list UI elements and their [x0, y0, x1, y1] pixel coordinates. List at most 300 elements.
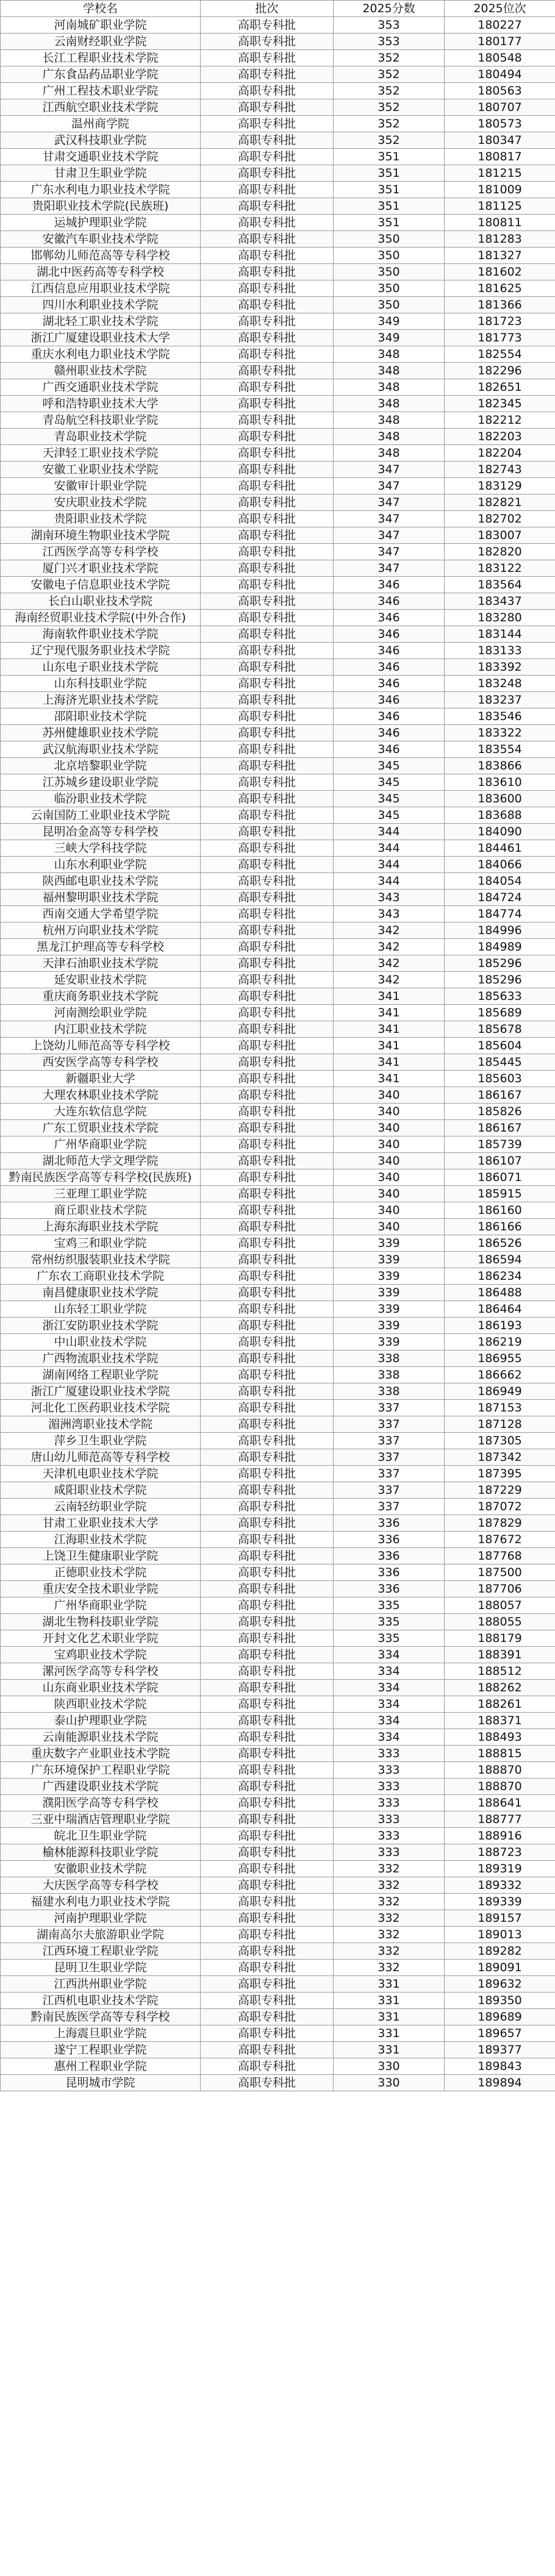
table-row [1, 1663, 555, 1680]
rank-cell: 184989 [445, 939, 555, 955]
batch-cell: 高职专科批 [201, 1779, 334, 1795]
table-row [1, 857, 555, 873]
batch-cell: 高职专科批 [201, 1235, 334, 1252]
rank-cell: 185739 [445, 1136, 555, 1153]
school-name-cell: 甘肃工业职业技术大学 [1, 1515, 201, 1532]
batch-cell: 高职专科批 [201, 2009, 334, 2025]
score-cell: 332 [334, 1894, 445, 1910]
school-name-cell: 湖南环境生物职业技术学院 [1, 527, 201, 544]
batch-cell: 高职专科批 [201, 2058, 334, 2075]
table-row [1, 2025, 555, 2042]
school-name-cell: 开封文化艺术职业学院 [1, 1630, 201, 1647]
score-cell: 333 [334, 1795, 445, 1811]
school-name-cell: 天津石油职业技术学院 [1, 955, 201, 972]
rank-cell: 183129 [445, 478, 555, 494]
rank-cell: 189157 [445, 1910, 555, 1927]
batch-cell: 高职专科批 [201, 560, 334, 577]
school-name-cell: 海南经贸职业技术学院(中外合作) [1, 610, 201, 626]
score-cell: 345 [334, 791, 445, 807]
school-name-cell: 辽宁现代服务职业技术学院 [1, 643, 201, 659]
score-cell: 345 [334, 807, 445, 824]
school-name-cell: 三峡大学科技学院 [1, 840, 201, 857]
table-row [1, 1499, 555, 1515]
batch-cell: 高职专科批 [201, 1021, 334, 1038]
batch-cell: 高职专科批 [201, 1597, 334, 1614]
rank-cell: 189282 [445, 1943, 555, 1960]
school-name-cell: 黔南民族医学高等专科学校 [1, 2009, 201, 2025]
school-name-cell: 江西医学高等专科学校 [1, 544, 201, 560]
rank-cell: 180563 [445, 83, 555, 99]
table-row [1, 1367, 555, 1383]
score-cell: 334 [334, 1696, 445, 1713]
score-cell: 347 [334, 462, 445, 478]
school-name-cell: 天津轻工职业技术学院 [1, 445, 201, 462]
school-name-cell: 西南交通大学希望学院 [1, 906, 201, 922]
table-row [1, 494, 555, 511]
batch-cell: 高职专科批 [201, 215, 334, 231]
school-name-cell: 重庆数字产业职业技术学院 [1, 1746, 201, 1762]
rank-cell: 187706 [445, 1581, 555, 1597]
batch-cell: 高职专科批 [201, 1466, 334, 1482]
batch-cell: 高职专科批 [201, 297, 334, 313]
table-row [1, 1301, 555, 1318]
table-row [1, 2042, 555, 2058]
score-cell: 352 [334, 99, 445, 116]
table-row [1, 1466, 555, 1482]
score-cell: 333 [334, 1828, 445, 1844]
batch-cell: 高职专科批 [201, 1433, 334, 1449]
table-row [1, 1400, 555, 1416]
score-cell: 331 [334, 2025, 445, 2042]
school-name-cell: 湖南高尔夫旅游职业学院 [1, 1927, 201, 1943]
batch-cell: 高职专科批 [201, 939, 334, 955]
school-name-cell: 三亚理工职业学院 [1, 1186, 201, 1202]
score-cell: 336 [334, 1532, 445, 1548]
rank-cell: 186160 [445, 1202, 555, 1219]
score-cell: 339 [334, 1334, 445, 1350]
score-cell: 332 [334, 1943, 445, 1960]
batch-cell: 高职专科批 [201, 1038, 334, 1054]
school-name-cell: 天津机电职业技术学院 [1, 1466, 201, 1482]
table-row [1, 1054, 555, 1071]
table-row [1, 149, 555, 165]
school-name-cell: 贵阳职业技术学院 [1, 511, 201, 527]
rank-cell: 181283 [445, 231, 555, 248]
batch-cell: 高职专科批 [201, 1960, 334, 1976]
table-row [1, 527, 555, 544]
score-cell: 341 [334, 1021, 445, 1038]
rank-cell: 185604 [445, 1038, 555, 1054]
rank-cell: 183133 [445, 643, 555, 659]
batch-cell: 高职专科批 [201, 593, 334, 610]
header-batch: 批次 [201, 1, 334, 17]
school-name-cell: 昆明城市学院 [1, 2075, 201, 2091]
score-cell: 350 [334, 280, 445, 297]
score-cell: 333 [334, 1762, 445, 1779]
score-cell: 348 [334, 346, 445, 363]
score-cell: 344 [334, 857, 445, 873]
batch-cell: 高职专科批 [201, 1762, 334, 1779]
score-cell: 331 [334, 2042, 445, 2058]
score-cell: 346 [334, 643, 445, 659]
score-cell: 347 [334, 527, 445, 544]
batch-cell: 高职专科批 [201, 231, 334, 248]
rank-cell: 183610 [445, 774, 555, 791]
rank-cell: 189632 [445, 1976, 555, 1993]
score-cell: 348 [334, 429, 445, 445]
batch-cell: 高职专科批 [201, 758, 334, 774]
score-cell: 339 [334, 1301, 445, 1318]
batch-cell: 高职专科批 [201, 1729, 334, 1746]
school-name-cell: 正德职业技术学院 [1, 1565, 201, 1581]
rank-cell: 185296 [445, 972, 555, 988]
score-cell: 348 [334, 379, 445, 396]
school-name-cell: 甘肃交通职业技术学院 [1, 149, 201, 165]
school-name-cell: 广东水利电力职业技术学院 [1, 182, 201, 198]
batch-cell: 高职专科批 [201, 643, 334, 659]
score-cell: 345 [334, 774, 445, 791]
rank-cell: 189657 [445, 2025, 555, 2042]
score-cell: 350 [334, 248, 445, 264]
batch-cell: 高职专科批 [201, 1565, 334, 1581]
rank-cell: 188641 [445, 1795, 555, 1811]
table-row [1, 758, 555, 774]
score-cell: 339 [334, 1318, 445, 1334]
school-name-cell: 广州华商职业学院 [1, 1136, 201, 1153]
batch-cell: 高职专科批 [201, 1202, 334, 1219]
table-row [1, 445, 555, 462]
school-name-cell: 广州华商职业学院 [1, 1597, 201, 1614]
school-name-cell: 湖北轻工职业技术学院 [1, 313, 201, 330]
rank-cell: 180177 [445, 34, 555, 50]
score-cell: 342 [334, 955, 445, 972]
table-row [1, 1993, 555, 2009]
rank-cell: 180707 [445, 99, 555, 116]
rank-cell: 182743 [445, 462, 555, 478]
batch-cell: 高职专科批 [201, 1285, 334, 1301]
school-name-cell: 湄洲湾职业技术学院 [1, 1416, 201, 1433]
table-row [1, 248, 555, 264]
batch-cell: 高职专科批 [201, 626, 334, 643]
header-score: 2025分数 [334, 1, 445, 17]
score-cell: 335 [334, 1597, 445, 1614]
table-row [1, 1433, 555, 1449]
batch-cell: 高职专科批 [201, 132, 334, 149]
rank-cell: 184066 [445, 857, 555, 873]
batch-cell: 高职专科批 [201, 1877, 334, 1894]
school-name-cell: 杭州万向职业技术学院 [1, 922, 201, 939]
table-row [1, 1877, 555, 1894]
batch-cell: 高职专科批 [201, 544, 334, 560]
school-name-cell: 湖北中医药高等专科学校 [1, 264, 201, 280]
score-cell: 350 [334, 264, 445, 280]
school-name-cell: 山东轻工职业学院 [1, 1301, 201, 1318]
batch-cell: 高职专科批 [201, 1515, 334, 1532]
school-name-cell: 江西航空职业技术学院 [1, 99, 201, 116]
rank-cell: 189894 [445, 2075, 555, 2091]
table-row [1, 2058, 555, 2075]
rank-cell: 181009 [445, 182, 555, 198]
school-name-cell: 广东环境保护工程职业学院 [1, 1762, 201, 1779]
score-cell: 347 [334, 544, 445, 560]
batch-cell: 高职专科批 [201, 1482, 334, 1499]
table-row [1, 1186, 555, 1202]
score-cell: 343 [334, 890, 445, 906]
school-name-cell: 安徽电子信息职业技术学院 [1, 577, 201, 593]
batch-cell: 高职专科批 [201, 182, 334, 198]
rank-cell: 187072 [445, 1499, 555, 1515]
school-name-cell: 大庆医学高等专科学校 [1, 1877, 201, 1894]
table-row [1, 1202, 555, 1219]
table-row [1, 824, 555, 840]
table-row [1, 1449, 555, 1466]
score-cell: 332 [334, 1960, 445, 1976]
batch-cell: 高职专科批 [201, 1350, 334, 1367]
batch-cell: 高职专科批 [201, 1153, 334, 1169]
school-name-cell: 濮阳医学高等专科学校 [1, 1795, 201, 1811]
rank-cell: 186526 [445, 1235, 555, 1252]
table-row [1, 906, 555, 922]
score-cell: 344 [334, 824, 445, 840]
batch-cell: 高职专科批 [201, 1976, 334, 1993]
school-name-cell: 武汉科技职业学院 [1, 132, 201, 149]
rank-cell: 188815 [445, 1746, 555, 1762]
rank-cell: 186107 [445, 1153, 555, 1169]
batch-cell: 高职专科批 [201, 1696, 334, 1713]
table-row [1, 1120, 555, 1136]
table-row [1, 429, 555, 445]
batch-cell: 高职专科批 [201, 346, 334, 363]
rank-cell: 189332 [445, 1877, 555, 1894]
school-name-cell: 苏州健雄职业技术学院 [1, 725, 201, 741]
score-cell: 335 [334, 1630, 445, 1647]
batch-cell: 高职专科批 [201, 1087, 334, 1104]
school-name-cell: 广西建设职业技术学院 [1, 1779, 201, 1795]
score-cell: 330 [334, 2058, 445, 2075]
score-cell: 332 [334, 1910, 445, 1927]
table-row [1, 692, 555, 708]
table-row [1, 890, 555, 906]
score-cell: 341 [334, 1054, 445, 1071]
table-row [1, 17, 555, 34]
table-row [1, 1334, 555, 1350]
batch-cell: 高职专科批 [201, 198, 334, 215]
rank-cell: 188057 [445, 1597, 555, 1614]
table-row [1, 1943, 555, 1960]
score-cell: 333 [334, 1844, 445, 1861]
table-row [1, 807, 555, 824]
table-row [1, 50, 555, 66]
school-name-cell: 江西环境工程职业学院 [1, 1943, 201, 1960]
batch-cell: 高职专科批 [201, 412, 334, 429]
score-cell: 351 [334, 149, 445, 165]
batch-cell: 高职专科批 [201, 725, 334, 741]
batch-cell: 高职专科批 [201, 363, 334, 379]
batch-cell: 高职专科批 [201, 972, 334, 988]
rank-cell: 181773 [445, 330, 555, 346]
table-row [1, 1614, 555, 1630]
rank-cell: 183122 [445, 560, 555, 577]
table-row [1, 840, 555, 857]
rank-cell: 189091 [445, 1960, 555, 1976]
score-cell: 333 [334, 1811, 445, 1828]
score-cell: 346 [334, 659, 445, 676]
table-row [1, 1779, 555, 1795]
rank-cell: 183437 [445, 593, 555, 610]
rank-cell: 185296 [445, 955, 555, 972]
table-row [1, 1136, 555, 1153]
school-name-cell: 北京培黎职业学院 [1, 758, 201, 774]
school-name-cell: 黑龙江护理高等专科学校 [1, 939, 201, 955]
rank-cell: 184461 [445, 840, 555, 857]
score-cell: 336 [334, 1548, 445, 1565]
rank-cell: 186464 [445, 1301, 555, 1318]
school-name-cell: 安徽汽车职业技术学院 [1, 231, 201, 248]
table-row [1, 346, 555, 363]
batch-cell: 高职专科批 [201, 511, 334, 527]
batch-cell: 高职专科批 [201, 1943, 334, 1960]
batch-cell: 高职专科批 [201, 1104, 334, 1120]
score-cell: 346 [334, 577, 445, 593]
batch-cell: 高职专科批 [201, 1647, 334, 1663]
rank-cell: 187229 [445, 1482, 555, 1499]
school-name-cell: 遂宁工程职业学院 [1, 2042, 201, 2058]
school-name-cell: 呼和浩特职业技术大学 [1, 396, 201, 412]
rank-cell: 184996 [445, 922, 555, 939]
table-header [1, 1, 555, 17]
table-row [1, 1894, 555, 1910]
batch-cell: 高职专科批 [201, 99, 334, 116]
table-row [1, 873, 555, 890]
school-name-cell: 湖北生物科技职业学院 [1, 1614, 201, 1630]
score-cell: 336 [334, 1581, 445, 1597]
table-row [1, 412, 555, 429]
school-name-cell: 四川水利职业技术学院 [1, 297, 201, 313]
table-row [1, 1021, 555, 1038]
table-row [1, 1169, 555, 1186]
school-name-cell: 安庆职业技术学院 [1, 494, 201, 511]
rank-cell: 186071 [445, 1169, 555, 1186]
school-name-cell: 邵阳职业技术学院 [1, 708, 201, 725]
batch-cell: 高职专科批 [201, 429, 334, 445]
table-row [1, 83, 555, 99]
batch-cell: 高职专科批 [201, 1828, 334, 1844]
rank-cell: 187672 [445, 1532, 555, 1548]
batch-cell: 高职专科批 [201, 1581, 334, 1597]
school-name-cell: 南昌健康职业技术学院 [1, 1285, 201, 1301]
score-cell: 338 [334, 1367, 445, 1383]
score-cell: 331 [334, 1976, 445, 1993]
rank-cell: 186488 [445, 1285, 555, 1301]
batch-cell: 高职专科批 [201, 1186, 334, 1202]
table-row [1, 99, 555, 116]
rank-cell: 188723 [445, 1844, 555, 1861]
score-cell: 353 [334, 34, 445, 50]
table-row [1, 1482, 555, 1499]
score-cell: 350 [334, 231, 445, 248]
school-name-cell: 温州商学院 [1, 116, 201, 132]
school-name-cell: 云南财经职业学院 [1, 34, 201, 50]
score-cell: 338 [334, 1383, 445, 1400]
rank-cell: 188870 [445, 1779, 555, 1795]
table-row [1, 1960, 555, 1976]
batch-cell: 高职专科批 [201, 1927, 334, 1943]
school-name-cell: 上饶卫生健康职业学院 [1, 1548, 201, 1565]
school-name-cell: 陕西邮电职业技术学院 [1, 873, 201, 890]
school-name-cell: 内江职业技术学院 [1, 1021, 201, 1038]
score-cell: 340 [334, 1169, 445, 1186]
batch-cell: 高职专科批 [201, 50, 334, 66]
school-name-cell: 常州纺织服装职业技术学院 [1, 1252, 201, 1268]
school-name-cell: 云南能源职业技术学院 [1, 1729, 201, 1746]
batch-cell: 高职专科批 [201, 1268, 334, 1285]
score-cell: 332 [334, 1877, 445, 1894]
school-name-cell: 昆明冶金高等专科学校 [1, 824, 201, 840]
score-cell: 341 [334, 1005, 445, 1021]
school-name-cell: 宝鸡职业技术学院 [1, 1647, 201, 1663]
table-row [1, 2075, 555, 2091]
table-row [1, 66, 555, 83]
batch-cell: 高职专科批 [201, 165, 334, 182]
table-row [1, 1680, 555, 1696]
batch-cell: 高职专科批 [201, 494, 334, 511]
table-row [1, 1318, 555, 1334]
school-name-cell: 邯郸幼儿师范高等专科学校 [1, 248, 201, 264]
table-row [1, 725, 555, 741]
school-name-cell: 河北化工医药职业技术学院 [1, 1400, 201, 1416]
score-cell: 332 [334, 1861, 445, 1877]
table-row [1, 1910, 555, 1927]
table-row [1, 511, 555, 527]
rank-cell: 183600 [445, 791, 555, 807]
table-row [1, 34, 555, 50]
rank-cell: 183322 [445, 725, 555, 741]
rank-cell: 187829 [445, 1515, 555, 1532]
table-row [1, 1597, 555, 1614]
table-row [1, 544, 555, 560]
batch-cell: 高职专科批 [201, 1844, 334, 1861]
table-row [1, 1104, 555, 1120]
school-name-cell: 宝鸡三和职业学院 [1, 1235, 201, 1252]
school-name-cell: 福建水利电力职业技术学院 [1, 1894, 201, 1910]
score-cell: 346 [334, 708, 445, 725]
score-cell: 340 [334, 1136, 445, 1153]
rank-cell: 187768 [445, 1548, 555, 1565]
school-name-cell: 江西信息应用职业技术学院 [1, 280, 201, 297]
rank-cell: 182554 [445, 346, 555, 363]
score-cell: 334 [334, 1663, 445, 1680]
batch-cell: 高职专科批 [201, 527, 334, 544]
batch-cell: 高职专科批 [201, 1811, 334, 1828]
rank-cell: 187500 [445, 1565, 555, 1581]
batch-cell: 高职专科批 [201, 840, 334, 857]
school-name-cell: 上饶幼儿师范高等专科学校 [1, 1038, 201, 1054]
score-cell: 341 [334, 1071, 445, 1087]
rank-cell: 182204 [445, 445, 555, 462]
table-row [1, 1285, 555, 1301]
table-row [1, 676, 555, 692]
rank-cell: 182821 [445, 494, 555, 511]
school-name-cell: 甘肃卫生职业学院 [1, 165, 201, 182]
rank-cell: 182203 [445, 429, 555, 445]
school-name-cell: 临汾职业技术学院 [1, 791, 201, 807]
table-row [1, 1828, 555, 1844]
rank-cell: 180548 [445, 50, 555, 66]
batch-cell: 高职专科批 [201, 824, 334, 840]
rank-cell: 185445 [445, 1054, 555, 1071]
table-row [1, 215, 555, 231]
table-row [1, 182, 555, 198]
